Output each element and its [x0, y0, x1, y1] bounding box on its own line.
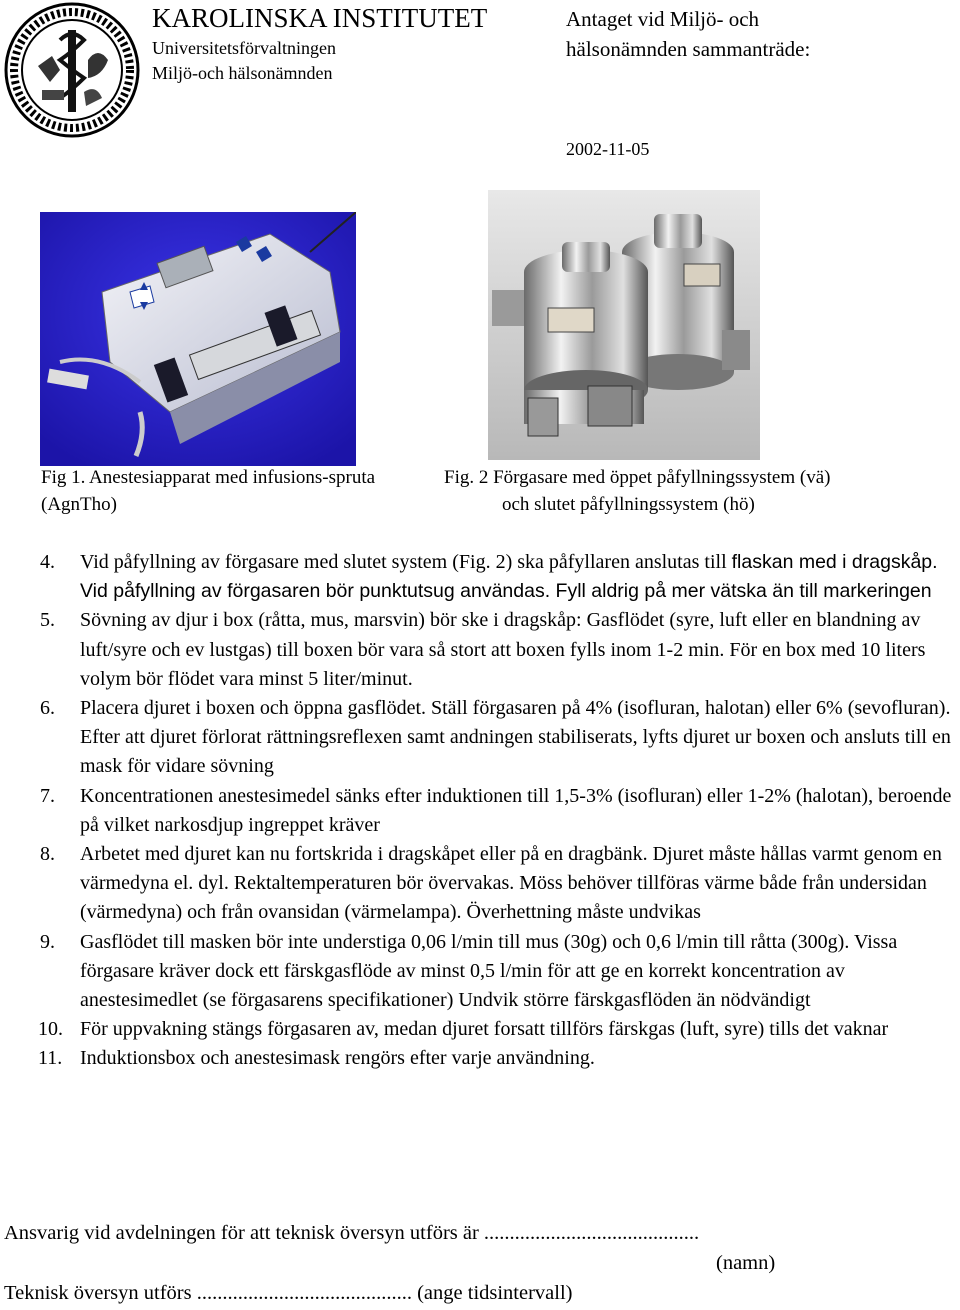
technical-review-line: Teknisk översyn utförs .......................................... (ange tidsintervall)	[4, 1282, 573, 1304]
step-text: Sövning av djur i box (råtta, mus, marsvin) bör ske i dragskåp: Gasflödet (syre, luft eller en blandning av luft/syre och ev lustgas) till boxen bör vara så stort att boxen fylls inom 1-2 min. För en box med 10 liters volym bör flödet vara minst 5 liter/minut.	[80, 609, 926, 690]
figure-2-caption-line-1: Fig. 2 Förgasare med öppet påfyllningssystem (vä)	[444, 467, 831, 488]
step-number: 6.	[40, 697, 55, 720]
list-item	[40, 548, 958, 606]
step-text: Gasflödet till masken bör inte understiga 0,06 l/min till mus (30g) och 0,6 l/min till råtta (300g). Vissa förgasare kräver dock ett färskgasflöde av minst 0,5 l/min för att ge en korrekt koncentration av anestesimedlet (se förgasarens specifikationer) Undvik större färskgasflöden än nödvändigt	[80, 930, 898, 1012]
department-line-1: Universitetsförvaltningen	[152, 38, 336, 58]
step-number: 9.	[40, 930, 55, 953]
adoption-note: Antaget vid Miljö- och hälsonämnden sammanträde:	[566, 7, 811, 61]
karolinska-seal-logo	[2, 0, 142, 140]
list-item	[40, 840, 958, 928]
step-text: Induktionsbox och anestesimask rengörs efter varje användning.	[80, 1047, 595, 1070]
procedure-steps	[40, 548, 958, 1074]
list-item	[40, 1044, 958, 1073]
anesthesia-device-photo	[40, 212, 356, 466]
step-text: Koncentrationen anestesimedel sänks efter induktionen till 1,5-3% (isofluran) eller 1-2% (halotan), beroende på vilket narkosdjup ingreppet kräver	[80, 784, 952, 836]
step-number: 11.	[38, 1047, 63, 1070]
step-number: 10.	[38, 1018, 63, 1041]
step-number: 5.	[40, 609, 55, 632]
step-text: Arbetet med djuret kan nu fortskrida i dragskåpet eller på en dragbänk. Djuret måste hållas varmt genom en värmedyna el. dyl. Rektaltemperaturen bör övervakas. Möss behöver tillföras värme både från undersidan (värmedyna) och från ovansidan (värmelampa). Överhettning måste undvikas	[80, 843, 942, 924]
list-item	[40, 606, 958, 694]
document-date: 2002-11-05	[566, 139, 650, 159]
step-number: 4.	[40, 551, 55, 573]
step-text: För uppvakning stängs förgasaren av, medan djuret forsatt tillförs färskgas (luft, syre) tills det vaknar	[80, 1018, 889, 1041]
institute-name: KAROLINSKA INSTITUTET	[152, 3, 488, 33]
list-item	[40, 1015, 958, 1044]
name-hint: (namn)	[716, 1252, 776, 1274]
list-item	[40, 694, 958, 782]
department-line-2: Miljö-och hälsonämnden	[152, 63, 333, 83]
vaporizer-photo	[488, 190, 760, 460]
step-number: 8.	[40, 843, 55, 866]
step-text-continued: flaskan med i dragskåp. Vid påfyllning av förgasaren bör punktutsug användas. Fyll aldrig på mer vätska än till markeringen	[80, 551, 938, 603]
figure-2-caption-line-2: och slutet påfyllningssystem (hö)	[502, 494, 755, 515]
figure-1-caption: Fig 1. Anestesiapparat med infusions-spruta (AgnTho)	[41, 467, 376, 515]
step-text: Placera djuret i boxen och öppna gasflödet. Ställ förgasaren på 4% (isofluran, halotan) eller 6% (sevofluran). Efter att djuret förlorat rättningsreflexen samt andningen stabiliserats, lyfts djuret ur boxen och ansluts till en mask för vidare sövning	[80, 697, 951, 778]
list-item	[40, 782, 958, 840]
list-item	[40, 928, 958, 1016]
step-text: Vid påfyllning av förgasare med slutet system (Fig. 2) ska påfyllaren anslutas till	[80, 551, 727, 573]
responsible-person-line: Ansvarig vid avdelningen för att teknisk översyn utförs är ..........................................	[4, 1222, 700, 1244]
step-number: 7.	[40, 784, 55, 807]
